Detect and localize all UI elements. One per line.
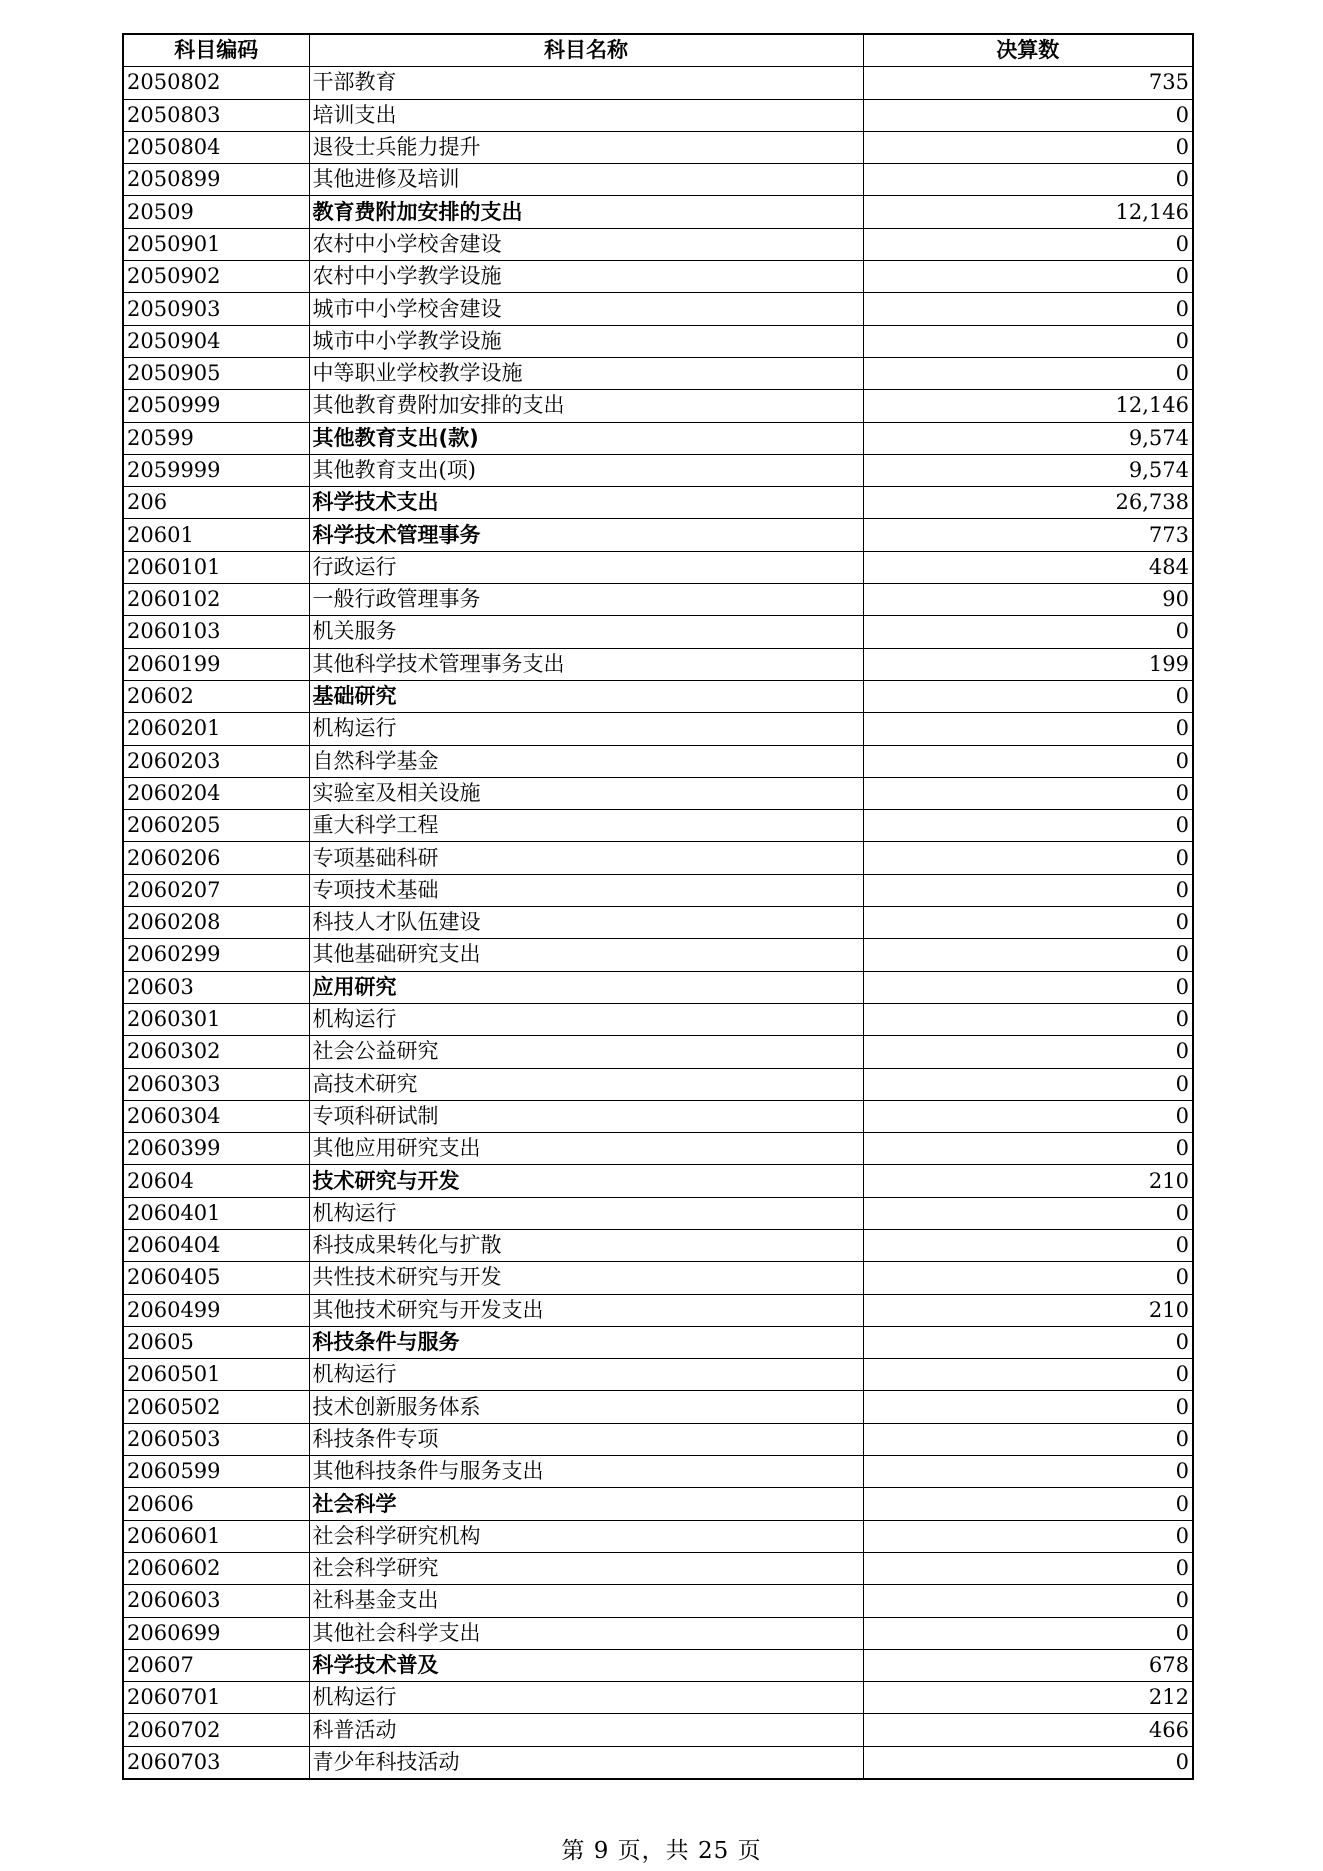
row-value: 0 [863,1391,1193,1423]
row-code: 2060201 [123,713,309,745]
row-name: 科学技术支出 [309,487,863,519]
row-value: 466 [863,1714,1193,1746]
table-row [123,99,1193,131]
row-code: 2050804 [123,131,309,163]
row-name: 城市中小学校舍建设 [309,293,863,325]
row-name: 机关服务 [309,616,863,648]
row-code: 2060303 [123,1068,309,1100]
row-value: 0 [863,1262,1193,1294]
table-row [123,584,1193,616]
table-row [123,196,1193,228]
row-name: 农村中小学校舍建设 [309,228,863,260]
row-value: 0 [863,1520,1193,1552]
row-name: 一般行政管理事务 [309,584,863,616]
row-value: 0 [863,1617,1193,1649]
row-value: 0 [863,1456,1193,1488]
table-row [123,842,1193,874]
table-row [123,939,1193,971]
table-row [123,454,1193,486]
row-code: 2050903 [123,293,309,325]
row-name: 科技人才队伍建设 [309,907,863,939]
row-name: 其他教育支出(款) [309,422,863,454]
row-code: 2060699 [123,1617,309,1649]
row-code: 2050899 [123,164,309,196]
row-name: 技术研究与开发 [309,1165,863,1197]
row-value: 773 [863,519,1193,551]
row-value: 735 [863,67,1193,99]
row-code: 2060206 [123,842,309,874]
table-row [123,810,1193,842]
row-name: 其他应用研究支出 [309,1133,863,1165]
table-row [123,1003,1193,1035]
row-name: 机构运行 [309,713,863,745]
row-value: 0 [863,1100,1193,1132]
row-value: 0 [863,164,1193,196]
row-name: 社会科学研究机构 [309,1520,863,1552]
table-row [123,1359,1193,1391]
row-name: 专项基础科研 [309,842,863,874]
table-row [123,67,1193,99]
row-name: 机构运行 [309,1003,863,1035]
row-code: 2060703 [123,1746,309,1779]
table-row [123,1197,1193,1229]
table-row [123,551,1193,583]
table-row [123,648,1193,680]
row-value: 678 [863,1649,1193,1681]
row-name: 其他基础研究支出 [309,939,863,971]
row-value: 0 [863,325,1193,357]
row-code: 2060502 [123,1391,309,1423]
row-name: 其他科技条件与服务支出 [309,1456,863,1488]
row-name: 社会公益研究 [309,1036,863,1068]
row-value: 212 [863,1682,1193,1714]
row-name: 科普活动 [309,1714,863,1746]
row-value: 0 [863,745,1193,777]
row-name: 自然科学基金 [309,745,863,777]
table-row [123,325,1193,357]
row-code: 2060405 [123,1262,309,1294]
table-row [123,1649,1193,1681]
row-value: 484 [863,551,1193,583]
row-value: 12,146 [863,390,1193,422]
row-name: 专项科研试制 [309,1100,863,1132]
row-name: 机构运行 [309,1197,863,1229]
row-name: 科技成果转化与扩散 [309,1229,863,1261]
row-value: 0 [863,777,1193,809]
row-code: 2050904 [123,325,309,357]
row-value: 9,574 [863,454,1193,486]
table-row [123,1682,1193,1714]
table-row [123,874,1193,906]
row-code: 20599 [123,422,309,454]
row-code: 2060599 [123,1456,309,1488]
table-row [123,1068,1193,1100]
row-code: 2050902 [123,261,309,293]
row-value: 0 [863,293,1193,325]
row-value: 26,738 [863,487,1193,519]
row-value: 0 [863,680,1193,712]
row-name: 教育费附加安排的支出 [309,196,863,228]
row-code: 2060701 [123,1682,309,1714]
row-name: 培训支出 [309,99,863,131]
row-value: 0 [863,1585,1193,1617]
row-value: 0 [863,1003,1193,1035]
row-value: 0 [863,1036,1193,1068]
row-code: 2060501 [123,1359,309,1391]
row-code: 2060299 [123,939,309,971]
row-value: 90 [863,584,1193,616]
row-code: 20604 [123,1165,309,1197]
table-row [123,971,1193,1003]
row-value: 0 [863,1326,1193,1358]
row-value: 0 [863,810,1193,842]
table-row [123,1714,1193,1746]
table-row [123,390,1193,422]
row-value: 0 [863,1068,1193,1100]
header-value: 决算数 [863,34,1193,67]
row-code: 20601 [123,519,309,551]
row-code: 2060101 [123,551,309,583]
row-value: 0 [863,357,1193,389]
row-code: 2060301 [123,1003,309,1035]
row-code: 20605 [123,1326,309,1358]
row-value: 12,146 [863,196,1193,228]
row-value: 210 [863,1165,1193,1197]
row-name: 其他进修及培训 [309,164,863,196]
table-row [123,228,1193,260]
row-value: 0 [863,907,1193,939]
table-row [123,616,1193,648]
row-name: 干部教育 [309,67,863,99]
row-code: 20602 [123,680,309,712]
row-value: 0 [863,616,1193,648]
row-name: 其他技术研究与开发支出 [309,1294,863,1326]
table-row [123,1488,1193,1520]
row-code: 2060103 [123,616,309,648]
row-value: 0 [863,1229,1193,1261]
table-row [123,131,1193,163]
table-row [123,680,1193,712]
row-name: 社会科学 [309,1488,863,1520]
row-value: 0 [863,261,1193,293]
row-code: 20607 [123,1649,309,1681]
row-code: 2060401 [123,1197,309,1229]
row-code: 206 [123,487,309,519]
row-value: 9,574 [863,422,1193,454]
header-row [123,34,1193,67]
row-code: 2060302 [123,1036,309,1068]
row-name: 重大科学工程 [309,810,863,842]
row-value: 0 [863,1552,1193,1584]
row-name: 其他科学技术管理事务支出 [309,648,863,680]
row-code: 2060204 [123,777,309,809]
row-name: 科学技术普及 [309,1649,863,1681]
row-code: 2060304 [123,1100,309,1132]
table-row [123,1552,1193,1584]
row-value: 0 [863,1197,1193,1229]
table-row [123,519,1193,551]
table-row [123,1262,1193,1294]
header-name: 科目名称 [309,34,863,67]
row-name: 科技条件专项 [309,1423,863,1455]
row-value: 0 [863,842,1193,874]
table-row [123,1100,1193,1132]
row-name: 中等职业学校教学设施 [309,357,863,389]
row-value: 199 [863,648,1193,680]
table-row [123,713,1193,745]
row-value: 210 [863,1294,1193,1326]
table-row [123,1617,1193,1649]
row-value: 0 [863,131,1193,163]
row-name: 专项技术基础 [309,874,863,906]
row-name: 社科基金支出 [309,1585,863,1617]
row-code: 20606 [123,1488,309,1520]
row-code: 2060203 [123,745,309,777]
row-name: 行政运行 [309,551,863,583]
table-row [123,422,1193,454]
row-code: 2060602 [123,1552,309,1584]
table-row [123,1585,1193,1617]
row-code: 2060702 [123,1714,309,1746]
row-value: 0 [863,1359,1193,1391]
row-code: 2060503 [123,1423,309,1455]
row-value: 0 [863,228,1193,260]
table-row [123,1229,1193,1261]
row-code: 2060205 [123,810,309,842]
row-code: 2060404 [123,1229,309,1261]
row-code: 2060102 [123,584,309,616]
table-body [123,67,1193,1779]
row-name: 应用研究 [309,971,863,1003]
row-code: 2059999 [123,454,309,486]
table-row [123,1746,1193,1779]
row-code: 2050803 [123,99,309,131]
row-value: 0 [863,971,1193,1003]
row-code: 2060208 [123,907,309,939]
row-name: 技术创新服务体系 [309,1391,863,1423]
row-name: 退役士兵能力提升 [309,131,863,163]
table-row [123,1520,1193,1552]
row-name: 机构运行 [309,1359,863,1391]
row-code: 2060601 [123,1520,309,1552]
table-row [123,1423,1193,1455]
page-footer: 第 9 页，共 25 页 [561,1838,762,1864]
table-row [123,1294,1193,1326]
row-code: 2060399 [123,1133,309,1165]
row-name: 社会科学研究 [309,1552,863,1584]
row-name: 城市中小学教学设施 [309,325,863,357]
row-name: 科技条件与服务 [309,1326,863,1358]
row-name: 共性技术研究与开发 [309,1262,863,1294]
row-code: 2050901 [123,228,309,260]
table-row [123,1165,1193,1197]
row-name: 其他教育支出(项) [309,454,863,486]
row-name: 青少年科技活动 [309,1746,863,1779]
row-value: 0 [863,1746,1193,1779]
row-code: 2050999 [123,390,309,422]
table-row [123,777,1193,809]
header-code: 科目编码 [123,34,309,67]
row-code: 2050905 [123,357,309,389]
table-row [123,293,1193,325]
table-row [123,1036,1193,1068]
row-code: 2060199 [123,648,309,680]
row-value: 0 [863,939,1193,971]
table-row [123,745,1193,777]
row-value: 0 [863,1488,1193,1520]
row-value: 0 [863,1133,1193,1165]
row-code: 2050802 [123,67,309,99]
row-value: 0 [863,99,1193,131]
row-name: 高技术研究 [309,1068,863,1100]
table-row [123,1133,1193,1165]
row-name: 机构运行 [309,1682,863,1714]
row-code: 2060499 [123,1294,309,1326]
row-value: 0 [863,1423,1193,1455]
budget-table [122,33,1194,1780]
row-name: 其他教育费附加安排的支出 [309,390,863,422]
row-code: 2060603 [123,1585,309,1617]
table-row [123,1456,1193,1488]
table-row [123,1326,1193,1358]
row-name: 实验室及相关设施 [309,777,863,809]
row-name: 基础研究 [309,680,863,712]
table-row [123,164,1193,196]
row-name: 其他社会科学支出 [309,1617,863,1649]
row-code: 20509 [123,196,309,228]
table-row [123,357,1193,389]
table-row [123,261,1193,293]
row-value: 0 [863,713,1193,745]
table-row [123,1391,1193,1423]
row-name: 农村中小学教学设施 [309,261,863,293]
table-row [123,487,1193,519]
row-code: 20603 [123,971,309,1003]
row-value: 0 [863,874,1193,906]
row-code: 2060207 [123,874,309,906]
table-row [123,907,1193,939]
row-name: 科学技术管理事务 [309,519,863,551]
